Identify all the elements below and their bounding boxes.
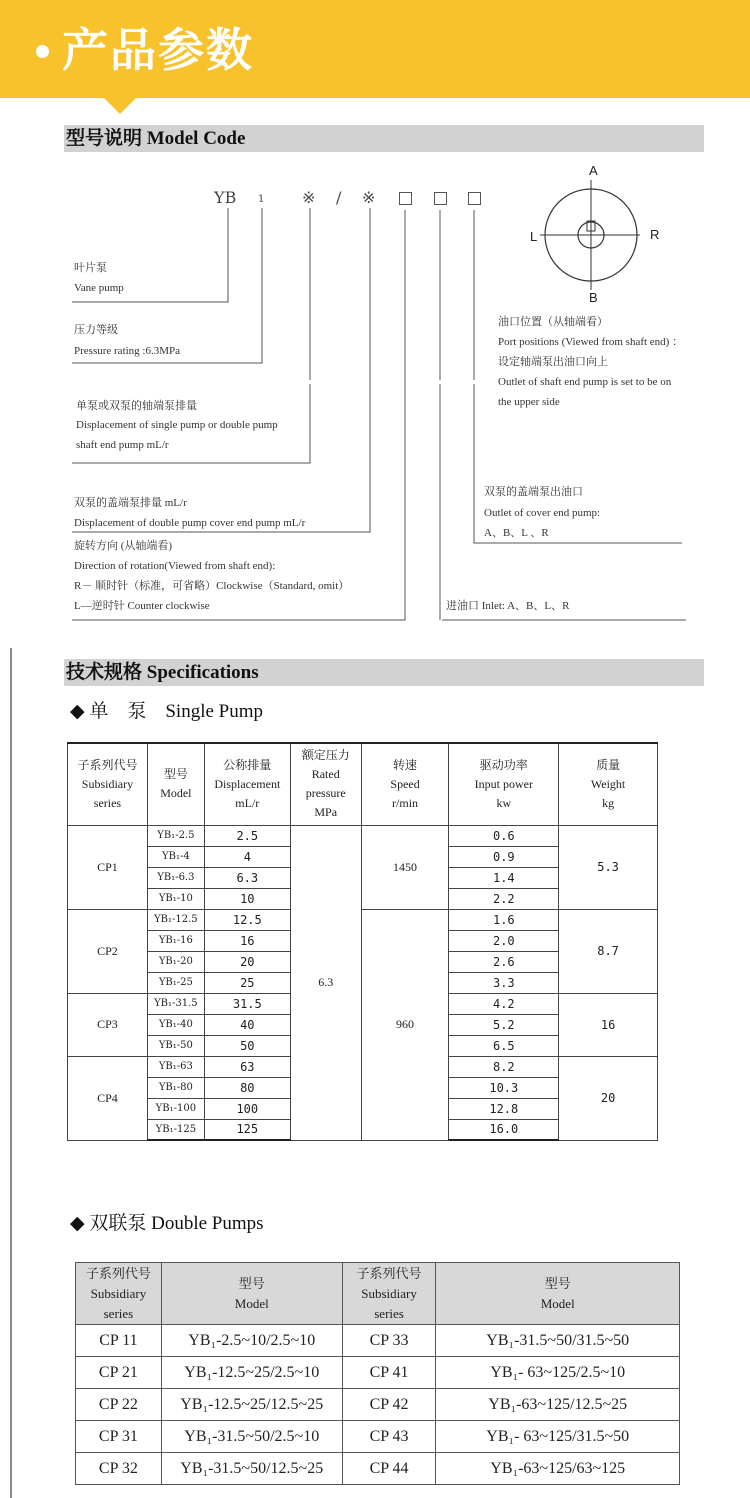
header-model-2: 型号 Model: [436, 1263, 680, 1325]
outlet-cover-values: A、B、L 、R: [484, 527, 549, 539]
series-cell: CP 41: [342, 1357, 436, 1389]
rotation-counter: L—逆时针 Counter clockwise: [74, 600, 210, 612]
model-cell: YB₁-20: [147, 951, 204, 972]
series-cell: CP3: [68, 993, 148, 1056]
port-label-r: R: [650, 227, 660, 242]
model-cell: YB₁-4: [147, 846, 204, 867]
model-cell: YB₁-63~125/63~125: [436, 1453, 680, 1485]
speed-cell: 1450: [361, 825, 449, 909]
model-cell: YB₁-6.3: [147, 867, 204, 888]
header-series: 子系列代号 Subsidiary series: [68, 743, 148, 825]
model-cell: YB₁-63: [147, 1056, 204, 1077]
banner-pointer: [104, 98, 136, 114]
header-power: 驱动功率 Input power kw: [449, 743, 559, 825]
series-cell: CP 44: [342, 1453, 436, 1485]
model-cell: YB₁-63~125/12.5~25: [436, 1389, 680, 1421]
power-cell: 2.6: [449, 951, 559, 972]
table-row: [76, 1421, 680, 1453]
table-row: [76, 1325, 680, 1357]
port-position-circle: [540, 180, 640, 290]
model-cell: YB₁-10: [147, 888, 204, 909]
model-cell: YB₁-2.5~10/2.5~10: [161, 1325, 342, 1357]
model-code-heading: 型号说明 Model Code: [66, 128, 246, 149]
table-row: [76, 1357, 680, 1389]
displacement-cell: 20: [204, 951, 290, 972]
port-set-en: Outlet of shaft end pump is set to be on: [498, 376, 672, 388]
port-position-cn: 油口位置（从轴端看）: [498, 316, 608, 328]
model-cell: YB₁-12.5~25/12.5~25: [161, 1389, 342, 1421]
double-table-header: [76, 1263, 680, 1325]
power-cell: 3.3: [449, 972, 559, 993]
model-cell: YB₁-100: [147, 1098, 204, 1119]
code-box-3: [468, 192, 481, 205]
displacement-cell: 31.5: [204, 993, 290, 1014]
code-slash: /: [336, 188, 342, 207]
header-model: 型号 Model: [147, 743, 204, 825]
model-cell: YB₁-31.5: [147, 993, 204, 1014]
power-cell: 4.2: [449, 993, 559, 1014]
rotation-en: Direction of rotation(Viewed from shaft end):: [74, 560, 276, 572]
cover-displacement-en: Displacement of double pump cover end pump mL/r: [74, 517, 306, 529]
model-cell: YB₁-125: [147, 1119, 204, 1140]
side-rule: [10, 648, 12, 1498]
displacement-cell: 80: [204, 1077, 290, 1098]
model-cell: YB₁-31.5~50/12.5~25: [161, 1453, 342, 1485]
series-cell: CP 33: [342, 1325, 436, 1357]
displacement-en2: shaft end pump mL/r: [76, 439, 169, 451]
header-series-1: 子系列代号 Subsidiary series: [76, 1263, 162, 1325]
double-pump-table: [75, 1262, 680, 1485]
series-cell: CP4: [68, 1056, 148, 1140]
power-cell: 0.9: [449, 846, 559, 867]
header-pressure: 额定压力 Rated pressure MPa: [290, 743, 361, 825]
model-cell: YB₁-12.5: [147, 909, 204, 930]
displacement-cell: 100: [204, 1098, 290, 1119]
table-row: [76, 1453, 680, 1485]
single-pump-heading: ◆ 单 泵 Single Pump: [70, 701, 264, 722]
series-cell: CP 11: [76, 1325, 162, 1357]
model-cell: YB₁-16: [147, 930, 204, 951]
specs-heading-bar: [64, 659, 704, 686]
port-position-en: Port positions (Viewed from shaft end) ：: [498, 336, 684, 348]
code-box-1: [399, 192, 412, 205]
model-code-diagram: [0, 150, 750, 650]
model-cell: YB₁-31.5~50/2.5~10: [161, 1421, 342, 1453]
power-cell: 12.8: [449, 1098, 559, 1119]
specs-heading: 技术规格 Specifications: [66, 662, 259, 683]
bullet-dot: [36, 45, 49, 58]
model-cell: YB₁-25: [147, 972, 204, 993]
weight-cell: 8.7: [559, 909, 658, 993]
table-row: [76, 1389, 680, 1421]
power-cell: 2.2: [449, 888, 559, 909]
table-row: [68, 825, 658, 846]
port-label-a: A: [589, 163, 598, 178]
displacement-en1: Displacement of single pump or double pump: [76, 419, 278, 431]
pressure-cn: 压力等级: [74, 324, 118, 336]
power-cell: 10.3: [449, 1077, 559, 1098]
series-cell: CP 31: [76, 1421, 162, 1453]
port-label-l: L: [530, 229, 538, 244]
table-row: [68, 909, 658, 930]
displacement-cn: 单泵或双泵的轴端泵排量: [76, 400, 197, 412]
series-cell: CP 32: [76, 1453, 162, 1485]
displacement-cell: 10: [204, 888, 290, 909]
header-weight: 质量 Weight kg: [559, 743, 658, 825]
model-cell: YB₁-12.5~25/2.5~10: [161, 1357, 342, 1389]
series-cell: CP 42: [342, 1389, 436, 1421]
double-pump-heading: ◆ 双联泵 Double Pumps: [70, 1213, 264, 1234]
power-cell: 1.4: [449, 867, 559, 888]
model-cell: YB₁-50: [147, 1035, 204, 1056]
code-mark1: ※: [302, 188, 316, 207]
single-pump-table: [67, 742, 658, 1141]
weight-cell: 20: [559, 1056, 658, 1140]
model-code-heading-bar: [64, 125, 704, 152]
weight-cell: 5.3: [559, 825, 658, 909]
weight-cell: 16: [559, 993, 658, 1056]
code-mark2: ※: [362, 188, 376, 207]
header-model-1: 型号 Model: [161, 1263, 342, 1325]
power-cell: 6.5: [449, 1035, 559, 1056]
header-series-2: 子系列代号 Subsidiary series: [342, 1263, 436, 1325]
model-cell: YB₁-40: [147, 1014, 204, 1035]
power-cell: 1.6: [449, 909, 559, 930]
cover-displacement-cn: 双泵的盖端泵排量 mL/r: [74, 497, 187, 509]
series-cell: CP2: [68, 909, 148, 993]
port-set-cn: 设定轴端泵出油口向上: [498, 356, 608, 368]
pressure-en: Pressure rating :6.3MPa: [74, 345, 181, 357]
displacement-cell: 16: [204, 930, 290, 951]
power-cell: 8.2: [449, 1056, 559, 1077]
displacement-cell: 50: [204, 1035, 290, 1056]
outlet-cover-cn: 双泵的盖端泵出油口: [484, 486, 583, 498]
displacement-cell: 6.3: [204, 867, 290, 888]
header-displacement: 公称排量 Displacement mL/r: [204, 743, 290, 825]
outlet-cover-en: Outlet of cover end pump:: [484, 507, 601, 519]
single-table-header: [68, 743, 658, 825]
model-cell: YB₁-2.5: [147, 825, 204, 846]
vane-pump-en: Vane pump: [74, 282, 124, 294]
pressure-cell: 6.3: [290, 825, 361, 1140]
displacement-cell: 2.5: [204, 825, 290, 846]
speed-cell: 960: [361, 909, 449, 1140]
displacement-cell: 125: [204, 1119, 290, 1140]
series-cell: CP 43: [342, 1421, 436, 1453]
power-cell: 0.6: [449, 825, 559, 846]
displacement-cell: 12.5: [204, 909, 290, 930]
series-cell: CP1: [68, 825, 148, 909]
displacement-cell: 25: [204, 972, 290, 993]
displacement-cell: 40: [204, 1014, 290, 1035]
port-set-en2: the upper side: [498, 396, 560, 408]
vane-pump-cn: 叶片泵: [74, 262, 107, 274]
page-title: 产品参数: [62, 23, 254, 77]
power-cell: 2.0: [449, 930, 559, 951]
model-cell: YB₁-80: [147, 1077, 204, 1098]
model-cell: YB₁-31.5~50/31.5~50: [436, 1325, 680, 1357]
displacement-cell: 4: [204, 846, 290, 867]
inlet-label: 进油口 Inlet: A、B、L、R: [446, 600, 570, 612]
model-cell: YB₁- 63~125/31.5~50: [436, 1421, 680, 1453]
power-cell: 5.2: [449, 1014, 559, 1035]
code-box-2: [434, 192, 447, 205]
power-cell: 16.0: [449, 1119, 559, 1140]
code-prefix: YB: [214, 188, 237, 207]
rotation-cn: 旋转方向 (从轴端看): [74, 540, 173, 552]
series-cell: CP 22: [76, 1389, 162, 1421]
code-sub: 1: [258, 194, 265, 205]
port-label-b: B: [589, 290, 598, 305]
displacement-cell: 63: [204, 1056, 290, 1077]
model-cell: YB₁- 63~125/2.5~10: [436, 1357, 680, 1389]
header-speed: 转速 Speed r/min: [361, 743, 449, 825]
rotation-clockwise: R－ 顺时针（标准，可省略）Clockwise（Standard, omit）: [74, 580, 350, 592]
series-cell: CP 21: [76, 1357, 162, 1389]
